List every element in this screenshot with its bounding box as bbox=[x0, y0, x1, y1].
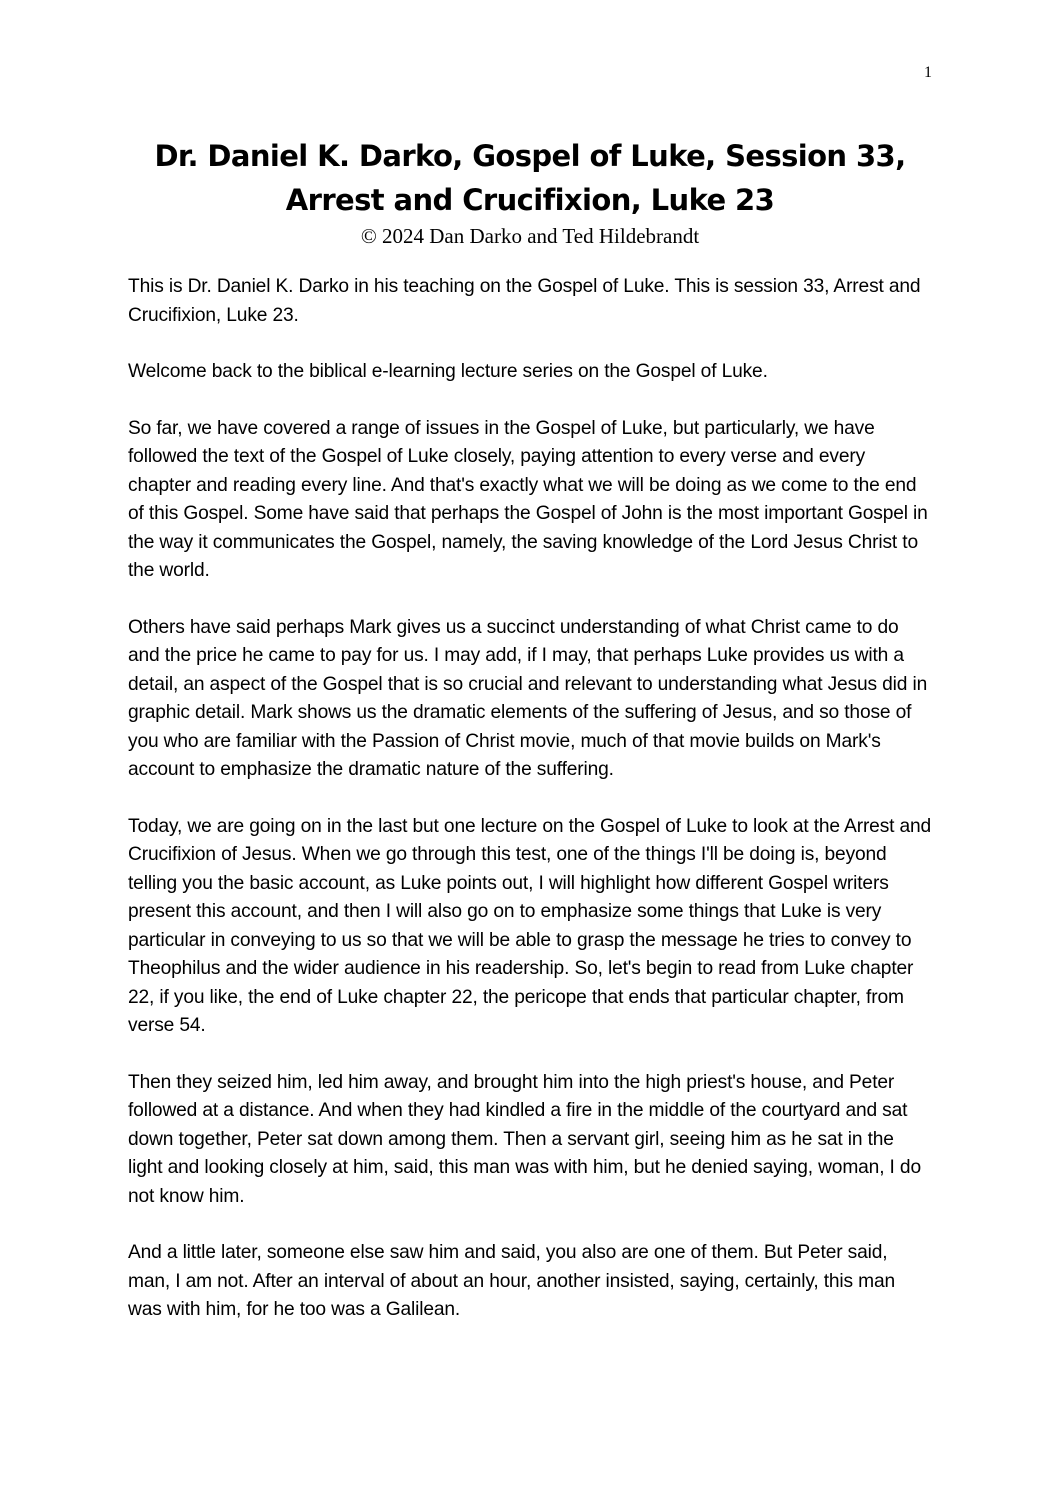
title-line-1: Dr. Daniel K. Darko, Gospel of Luke, Session 33, bbox=[154, 139, 906, 173]
paragraph-2: Welcome back to the biblical e-learning lecture series on the Gospel of Luke. bbox=[128, 361, 768, 382]
document-title bbox=[100, 134, 960, 222]
document-body bbox=[128, 273, 932, 1353]
paragraph-1: This is Dr. Daniel K. Darko in his teaching on the Gospel of Luke. This is session 33, Arrest and Crucifixion, Luke 23. bbox=[128, 276, 921, 326]
page-number: 1 bbox=[924, 64, 932, 81]
paragraph-7: And a little later, someone else saw him and said, you also are one of them. But Peter said, man, I am not. After an interval of about an hour, another insisted, saying, certainly, this man was with him, for he too was a Galilean. bbox=[128, 1242, 896, 1320]
title-line-2: Arrest and Crucifixion, Luke 23 bbox=[285, 183, 775, 217]
paragraph-6: Then they seized him, led him away, and brought him into the high priest's house, and Peter followed at a distance. And when they had kindled a fire in the middle of the courtyard and sat down together, Peter sat down among them. Then a servant girl, seeing him as he sat in the light and looking closely at him, said, this man was with him, but he denied saying, woman, I do not know him. bbox=[128, 1071, 921, 1207]
paragraph-4: Others have said perhaps Mark gives us a succinct understanding of what Christ came to do and the price he came to pay for us. I may add, if I may, that perhaps Luke provides us with a detail, an aspect of the Gospel that is so crucial and relevant to understanding what Jesus did in graphic detail. Mark shows us the dramatic elements of the suffering of Jesus, and so those of you who are familiar with the Passion of Christ movie, much of that movie builds on Mark's account to emphasize the dramatic nature of the suffering. bbox=[128, 616, 928, 780]
copyright-notice: © 2024 Dan Darko and Ted Hildebrandt bbox=[360, 224, 700, 248]
paragraph-3: So far, we have covered a range of issues in the Gospel of Luke, but particularly, we have followed the text of the Gospel of Luke closely, paying attention to every verse and every chapter and reading every line. And that's exactly what we will be doing as we come to the end of this Gospel. Some have said that perhaps the Gospel of John is the most important Gospel in the way it communicates the Gospel, namely, the saving knowledge of the Lord Jesus Christ to the world. bbox=[128, 417, 928, 581]
paragraph-5: Today, we are going on in the last but one lecture on the Gospel of Luke to look at the Arrest and Crucifixion of Jesus. When we go through this test, one of the things I'll be doing is, beyond telling you the basic account, as Luke points out, I will highlight how different Gospel writers present this account, and then I will also go on to emphasize some things that Luke is very particular in conveying to us so that we will be able to grasp the message he tries to convey to Theophilus and the wider audience in his readership. So, let's begin to read from Luke chapter 22, if you like, the end of Luke chapter 22, the pericope that ends that particular chapter, from verse 54. bbox=[128, 815, 932, 1036]
